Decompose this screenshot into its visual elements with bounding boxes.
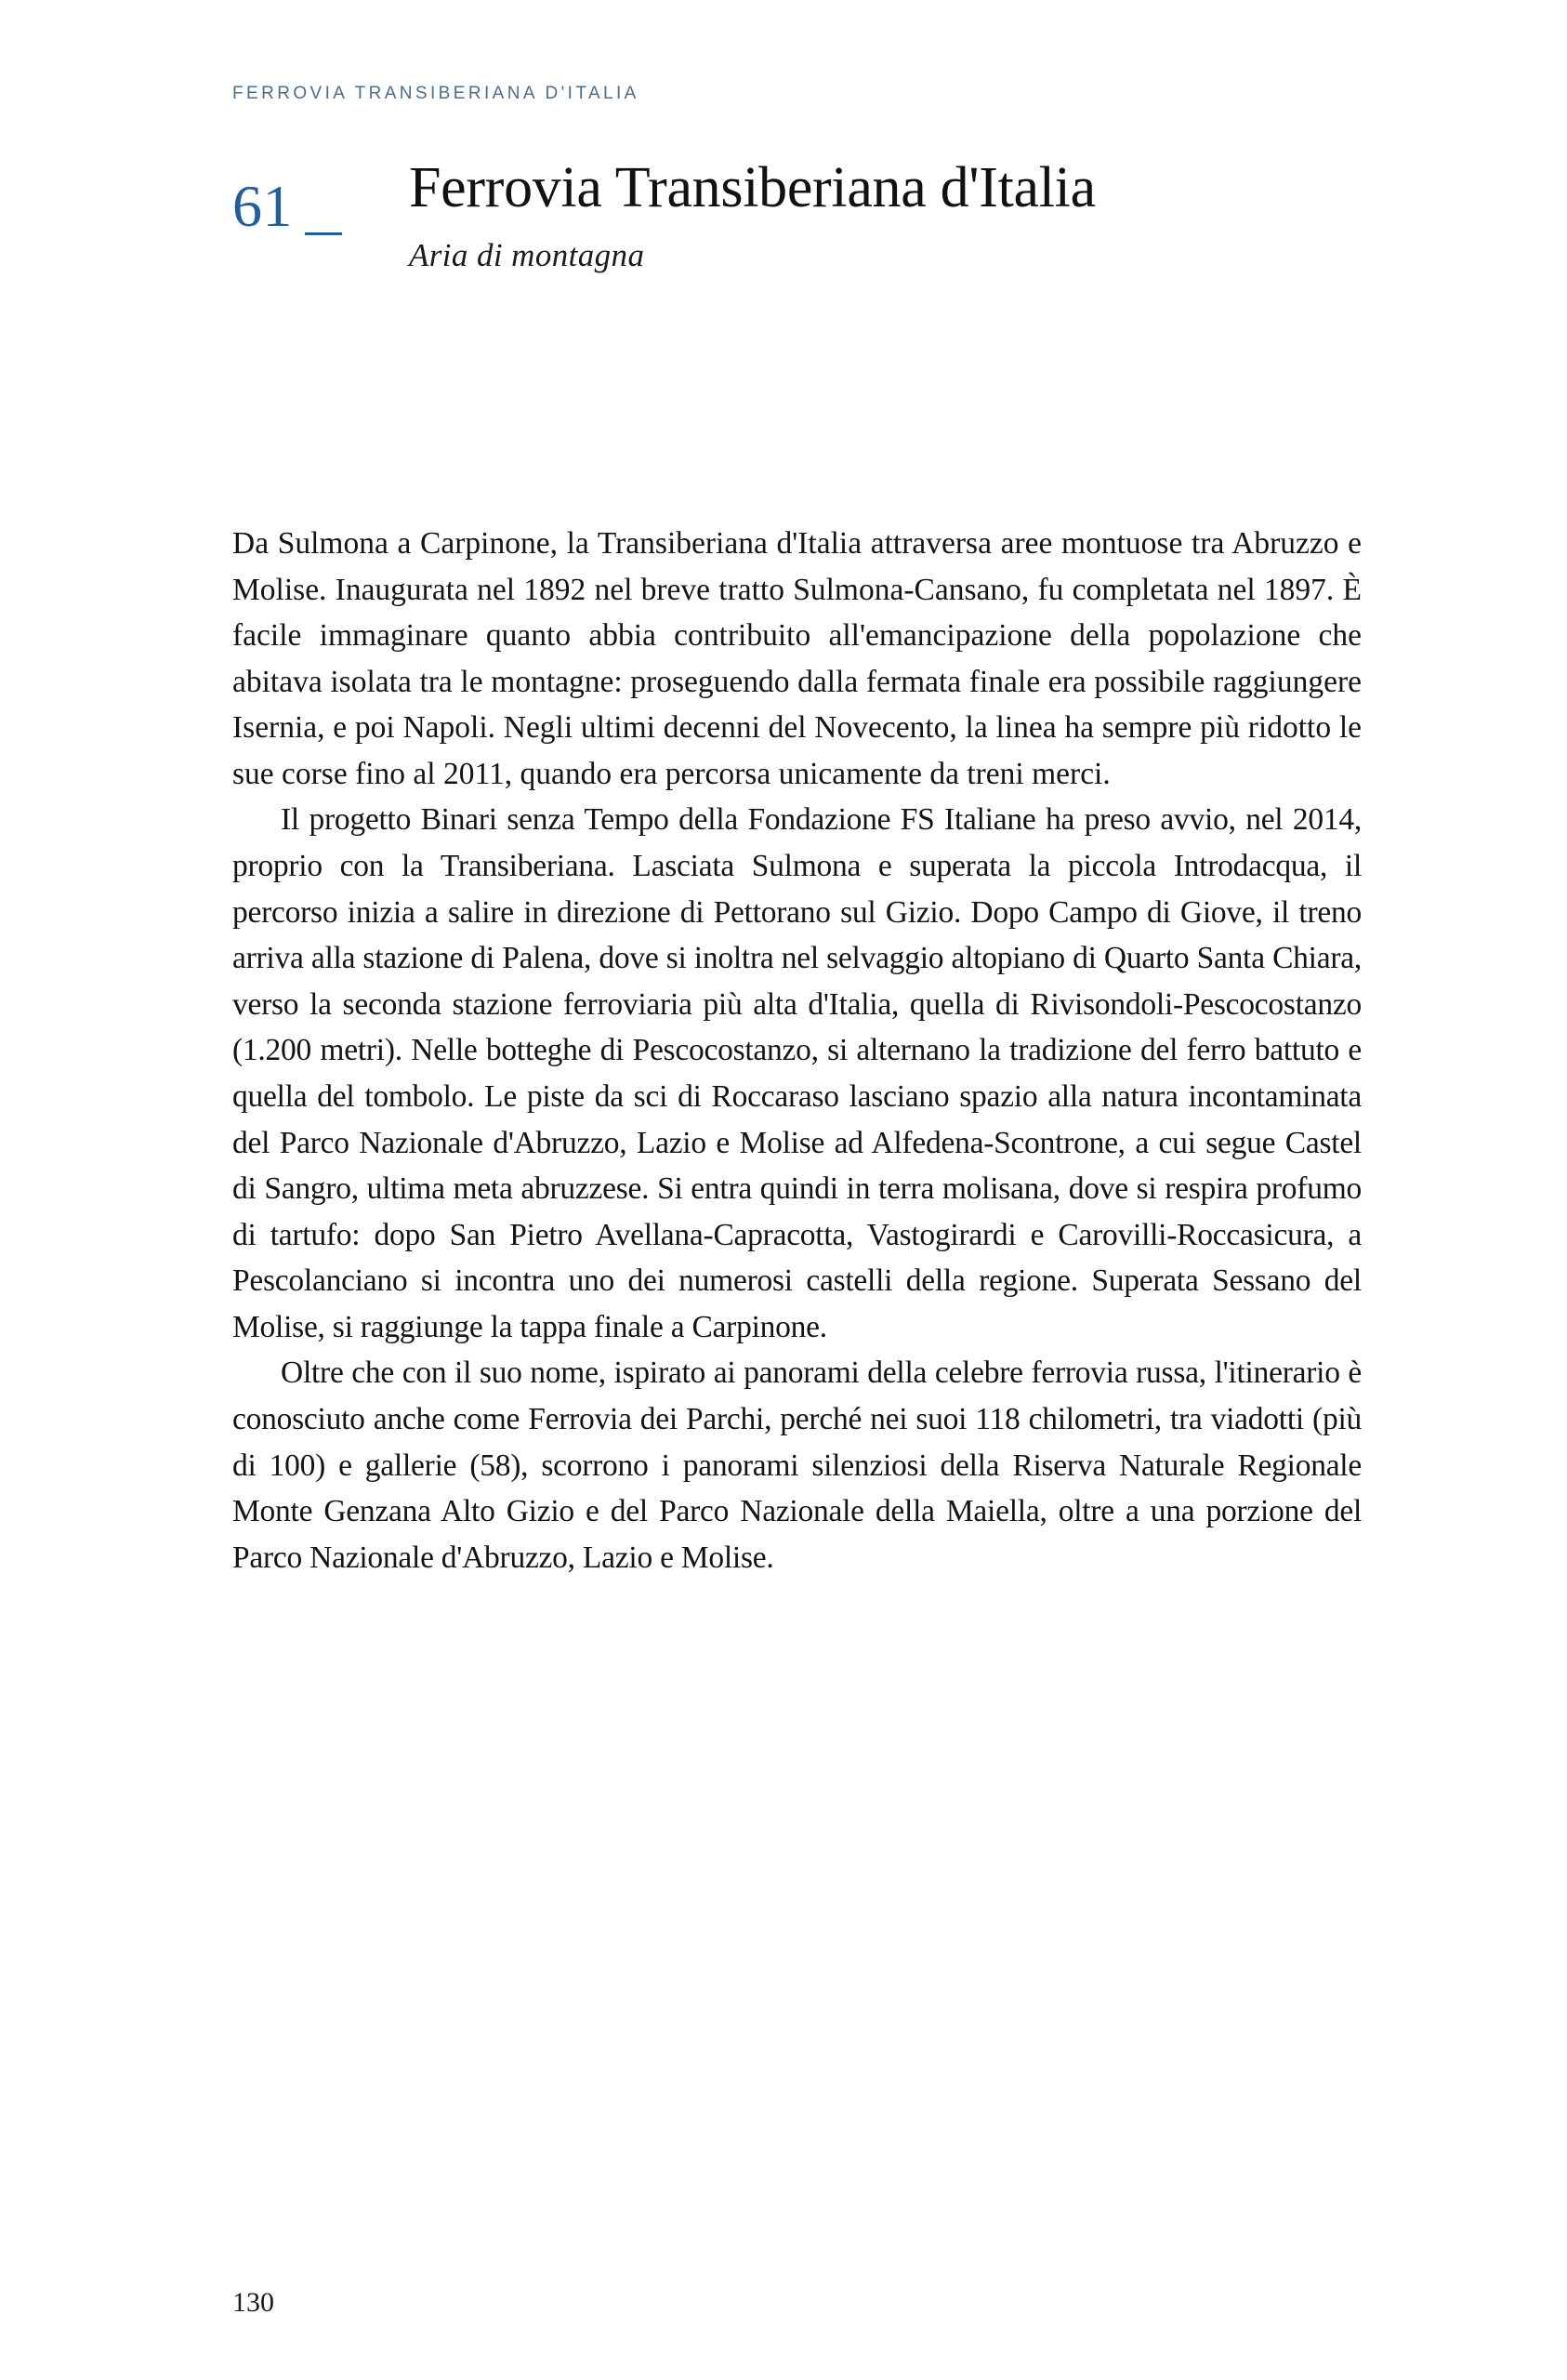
paragraph: Oltre che con il suo nome, ispirato ai panorami della celebre ferrovia russa, l'itinerario è conosciuto anche come Ferrovia dei Parchi, perché nei suoi 118 chilometri, tra viadotti (più di 100) e gallerie (58), scorrono i panorami silenziosi della Riserva Naturale Regionale Monte Genzana Alto Gizio e del Parco Nazionale della Maiella, oltre a una porzione del Parco Nazionale d'Abruzzo, Lazio e Molise. (232, 1355, 1362, 1575)
running-head: FERROVIA TRANSIBERIANA D'ITALIA (232, 84, 639, 103)
title-row (232, 156, 1357, 239)
chapter-title-block (232, 156, 1357, 274)
paragraph: Da Sulmona a Carpinone, la Transiberiana d'Italia attraversa aree montuose tra Abruzzo e Molise. Inaugurata nel 1892 nel breve tratto Sulmona-Cansano, fu completata nel 1897. È facile immaginare quanto abbia contribuito all'emancipazione della popolazione che abitava isolata tra le montagne: proseguendo dalla fermata finale era possibile raggiungere Isernia, e poi Napoli. Negli ultimi decenni del Novecento, la linea ha sempre più ridotto le sue corse fino al 2011, quando era percorsa unicamente da treni merci. (232, 526, 1362, 791)
chapter-number: 61 (232, 173, 293, 239)
body-text (232, 521, 1362, 1580)
chapter-number-rule (305, 232, 342, 235)
paragraph: Il progetto Binari senza Tempo della Fondazione FS Italiane ha preso avvio, nel 2014, proprio con la Transiberiana. Lasciata Sulmona e superata la piccola Introdacqua, il percorso inizia a salire in direzione di Pettorano sul Gizio. Dopo Campo di Giove, il treno arriva alla stazione di Palena, dove si inoltra nel selvaggio altopiano di Quarto Santa Chiara, verso la seconda stazione ferroviaria più alta d'Italia, quella di Rivisondoli-Pescocostanzo (1.200 metri). Nelle botteghe di Pescocostanzo, si alternano la tradizione del ferro battuto e quella del tombolo. Le piste da sci di Roccaraso lasciano spazio alla natura incontaminata del Parco Nazionale d'Abruzzo, Lazio e Molise ad Alfedena-Scontrone, a cui segue Castel di Sangro, ultima meta abruzzese. Si entra quindi in terra molisana, dove si respira profumo di tartufo: dopo San Pietro Avellana-Capracotta, Vastogirardi e Carovilli-Roccasicura, a Pescolanciano si incontra uno dei numerosi castelli della regione. Superata Sessano del Molise, si raggiunge la tappa finale a Carpinone. (232, 802, 1362, 1344)
chapter-subtitle: Aria di montagna (409, 237, 645, 274)
page-number: 130 (232, 2287, 274, 2318)
page-title: Ferrovia Transiberiana d'Italia (409, 156, 1096, 219)
